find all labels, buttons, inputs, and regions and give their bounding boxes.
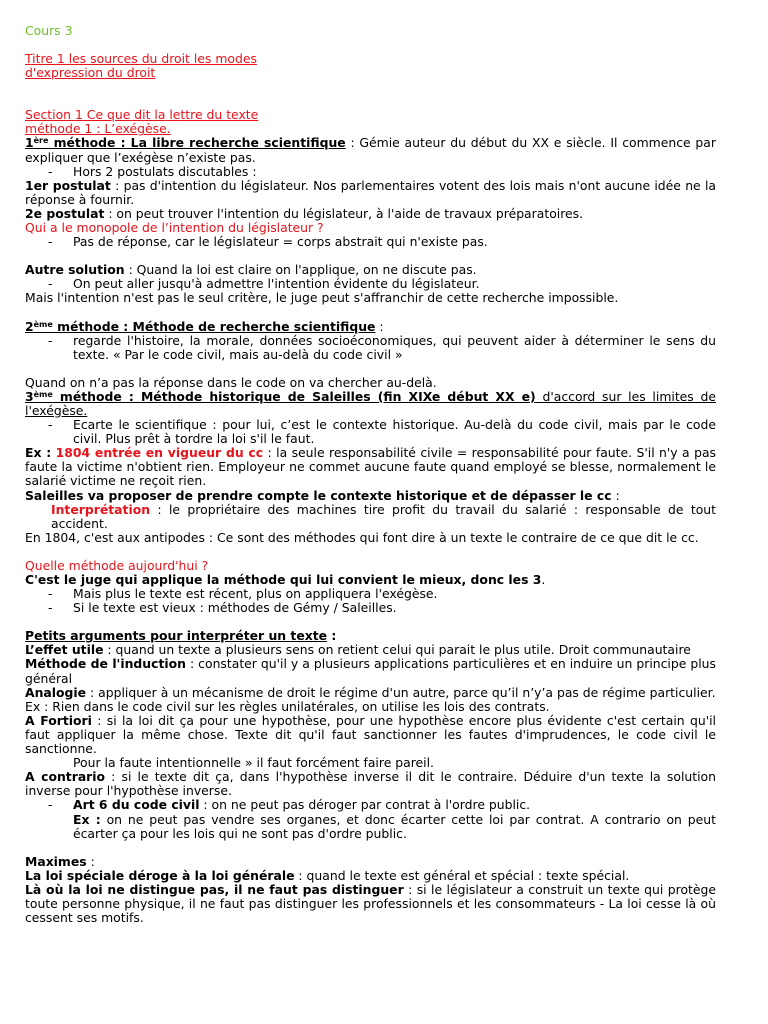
- methode-3-heading: 3ème méthode : Méthode historique de Saleilles (fin XIXe début XX e) d'accord sur les limites de l'exégèse.: [25, 388, 716, 418]
- analogie-exemple: Ex : Rien dans le code civil sur les règles unilatérales, on utilise les lois des contrats.: [25, 698, 550, 714]
- quelle-methode-answer: C'est le juge qui applique la méthode qui lui convient le mieux, donc les 3.: [25, 572, 546, 587]
- list-item: - Pas de réponse, car le législateur = corps abstrait qui n'existe pas.: [48, 234, 488, 250]
- autre-solution: Autre solution : Quand la loi est claire on l'applique, on ne discute pas.: [25, 262, 477, 278]
- au-dela-intro: Quand on n’a pas la réponse dans le code on va chercher au-delà.: [25, 374, 437, 390]
- intention-note: Mais l'intention n'est pas le seul critère, le juge peut s'affranchir de cette recherche impossible.: [25, 290, 619, 306]
- list-item: - Hors 2 postulats discutables :: [48, 163, 257, 179]
- a-fortiori: A Fortiori : si la loi dit ça pour une hypothèse, pour une hypothèse encore plus évidente c'est certain qu'il faut appliquer la même chose. Texte dit qu'il faut sanctionner les fautes d'imprudences, le code civil le sanctionne.: [25, 712, 717, 757]
- petits-arguments-heading: Petits arguments pour interpréter un texte :: [25, 628, 337, 644]
- art6-exemple: Ex : on ne peut pas vendre ses organes, et donc écarter cette loi par contrat. A contrario on peut écarter ça pour les lois qui ne sont pas d'ordre public.: [73, 811, 716, 841]
- methode-1-paragraph: 1ère méthode : La libre recherche scientifique : Gémie auteur du début du XX e siècle. Il commence par expliquer que l’exégèse n’existe pas.: [25, 135, 716, 165]
- maxime-1: La loi spéciale déroge à la loi générale : quand le texte est général et spécial : texte spécial.: [25, 867, 630, 883]
- exemple-1804: Ex : 1804 entrée en vigueur du cc : la seule responsabilité civile = responsabilité pour faute. S'il n'y a pas faute la victime n'obtient rien. Employeur ne commet aucune faute quand employé se blesse, normalement le salarié victime ne reçoit rien.: [25, 445, 716, 489]
- a-fortiori-indent: Pour la faute intentionnelle » il faut forcément faire pareil.: [73, 755, 434, 771]
- analogie: Analogie : appliquer à un mécanisme de droit le régime d'un autre, parce qu’il n’y’a pas de régime particulier.: [25, 684, 716, 700]
- document-body: [25, 24, 716, 925]
- en-1804: En 1804, c'est aux antipodes : Ce sont des méthodes qui font dire à un texte le contraire de ce que dit le cc.: [25, 529, 699, 545]
- list-item: - Art 6 du code civil : on ne peut pas déroger par contrat à l'ordre public.: [48, 797, 531, 813]
- titre-line-1: Titre 1 les sources du droit les modes: [25, 51, 257, 67]
- methode-induction: Méthode de l'induction : constater qu'il y a plusieurs applications particulières et en induire un principe plus général: [25, 656, 716, 686]
- cours-label: Cours 3: [25, 23, 73, 38]
- list-item: - Si le texte est vieux : méthodes de Gémy / Saleilles.: [48, 600, 397, 616]
- monopole-question: Qui a le monopole de l’intention du législateur ?: [25, 220, 324, 236]
- a-contrario: A contrario : si le texte dit ça, dans l'hypothèse inverse il dit le contraire. Déduire d'un texte la solution inverse pour l'hypothèse inverse.: [25, 769, 716, 799]
- maximes-heading: Maximes :: [25, 853, 95, 869]
- interpretation: Interprétation : le propriétaire des machines tire profit du travail du salarié : responsable de tout accident.: [51, 501, 716, 531]
- quelle-methode-question: Quelle méthode aujourd'hui ?: [25, 557, 209, 573]
- methode-1-title: méthode 1 : L’exégèse.: [25, 121, 171, 137]
- section-1-title: Section 1 Ce que dit la lettre du texte: [25, 107, 259, 123]
- postulat-1: 1er postulat : pas d'intention du législateur. Nos parlementaires votent des lois mais n'ont aucune idée ne la réponse à fournir.: [25, 177, 716, 207]
- maxime-2: Là où la loi ne distingue pas, il ne faut pas distinguer : si le législateur a construit un texte qui protège toute personne physique, il ne faut pas distinguer les professionnels et les consommateurs - La loi cesse là où cessent ses motifs.: [25, 881, 716, 926]
- list-item: - Ecarte le scientifique : pour lui, c’est le contexte historique. Au-delà du code civil, mais par le code civil. Plus prêt à tordre la loi s'il le faut.: [48, 417, 716, 447]
- list-item: - regarde l'histoire, la morale, données socioéconomiques, qui peuvent aider à déterminer le sens du texte. « Par le code civil, mais au-delà du code civil »: [48, 332, 716, 362]
- list-item: - On peut aller jusqu'à admettre l'intention évidente du législateur.: [48, 276, 480, 292]
- effet-utile: L’effet utile : quand un texte a plusieurs sens on retient celui qui parait le plus utile. Droit communautaire: [25, 642, 691, 658]
- saleilles-line: Saleilles va proposer de prendre compte le contexte historique et de dépasser le cc :: [25, 487, 620, 503]
- list-item: - Mais plus le texte est récent, plus on appliquera l'exégèse.: [48, 586, 438, 602]
- methode-2-heading: 2ème méthode : Méthode de recherche scientifique :: [25, 318, 384, 334]
- m1-heading: 1ère méthode : La libre recherche scientifique: [25, 135, 346, 151]
- titre-line-2: d'expression du droit: [25, 65, 156, 81]
- postulat-2: 2e postulat : on peut trouver l'intention du législateur, à l'aide de travaux préparatoires.: [25, 205, 584, 221]
